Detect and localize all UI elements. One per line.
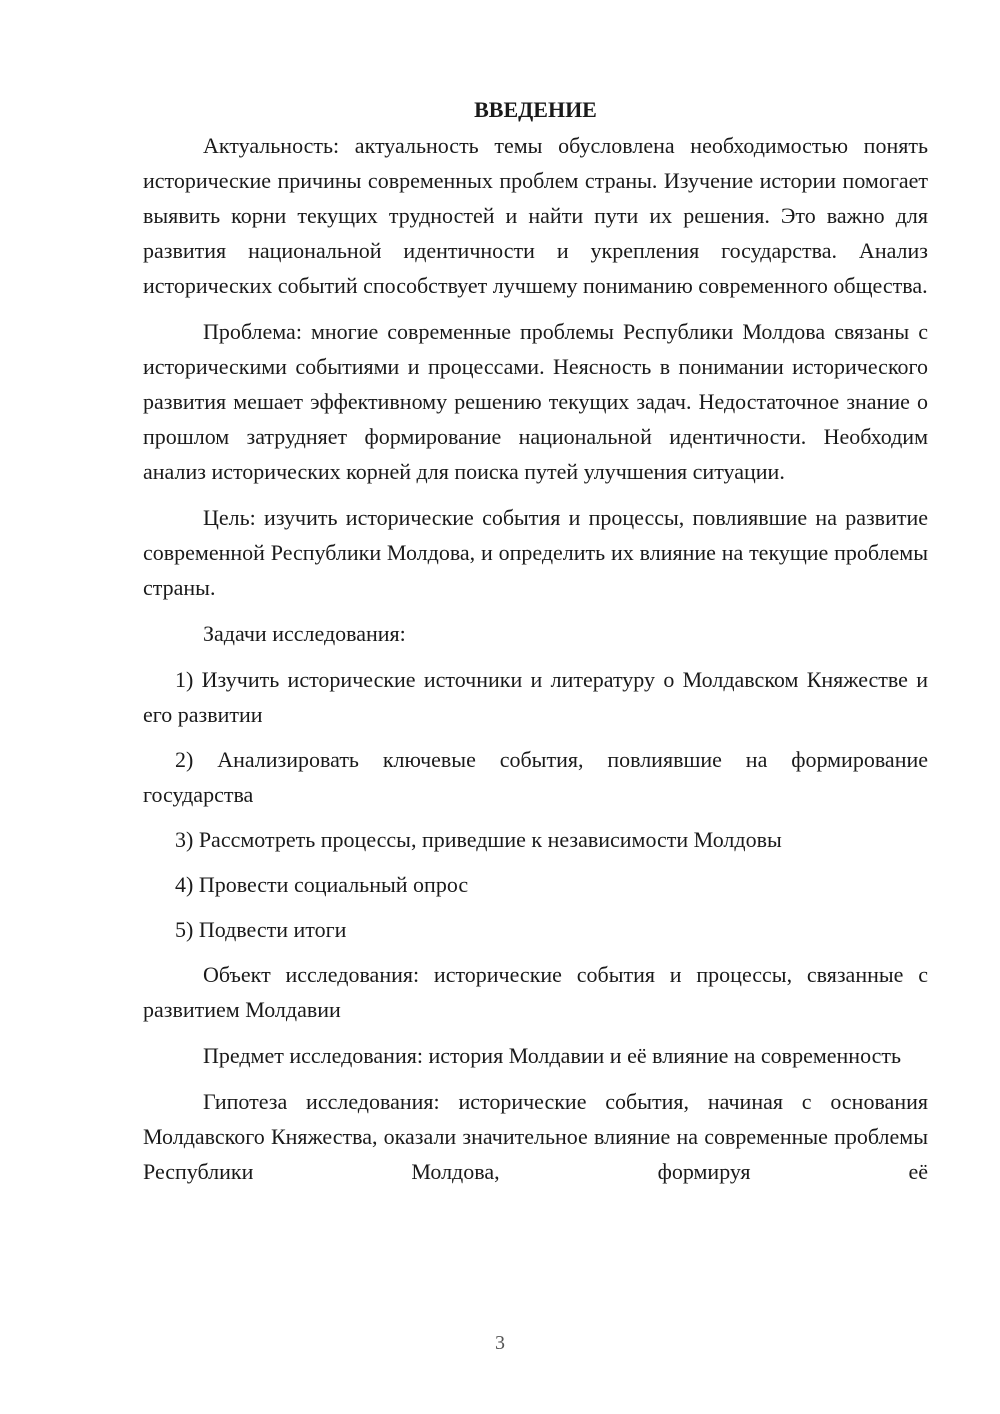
task-item-2: 2) Анализировать ключевые события, повлиявшие на формирование государства bbox=[143, 747, 928, 807]
page-title: ВВЕДЕНИЕ bbox=[474, 97, 597, 122]
tasks-title: Задачи исследования: bbox=[203, 621, 406, 646]
document-page bbox=[143, 94, 928, 1200]
problem-paragraph: Проблема: многие современные проблемы Республики Молдова связаны с историческими событиями и процессами. Неясность в понимании исторического развития мешает эффективному решению текущих задач. Недостаточное знание о прошлом затрудняет формирование национальной идентичности. Необходим анализ исторических корней для поиска путей улучшения ситуации. bbox=[143, 319, 928, 484]
relevance-paragraph: Актуальность: актуальность темы обусловлена необходимостью понять исторические причины современных проблем страны. Изучение истории помогает выявить корни текущих трудностей и найти пути их решения. Это важно для развития национальной идентичности и укрепления государства. Анализ исторических событий способствует лучшему пониманию современного общества. bbox=[143, 133, 928, 298]
subject-paragraph: Предмет исследования: история Молдавии и её влияние на современность bbox=[203, 1043, 902, 1068]
object-paragraph: Объект исследования: исторические события и процессы, связанные с развитием Молдавии bbox=[143, 962, 928, 1022]
goal-paragraph: Цель: изучить исторические события и процессы, повлиявшие на развитие современной Республики Молдова, и определить их влияние на текущие проблемы страны. bbox=[143, 505, 928, 600]
task-item-4: 4) Провести социальный опрос bbox=[175, 872, 469, 897]
hypothesis-paragraph: Гипотеза исследования: исторические события, начиная с основания Молдавского Княжества, оказали значительное влияние на современные проблемы Республики Молдова, формируя её bbox=[143, 1089, 928, 1184]
page-number: 3 bbox=[495, 1332, 505, 1354]
task-item-3: 3) Рассмотреть процессы, приведшие к независимости Молдовы bbox=[175, 827, 782, 852]
task-item-5: 5) Подвести итоги bbox=[175, 917, 347, 942]
task-item-1: 1) Изучить исторические источники и литературу о Молдавском Княжестве и его развитии bbox=[143, 667, 928, 727]
